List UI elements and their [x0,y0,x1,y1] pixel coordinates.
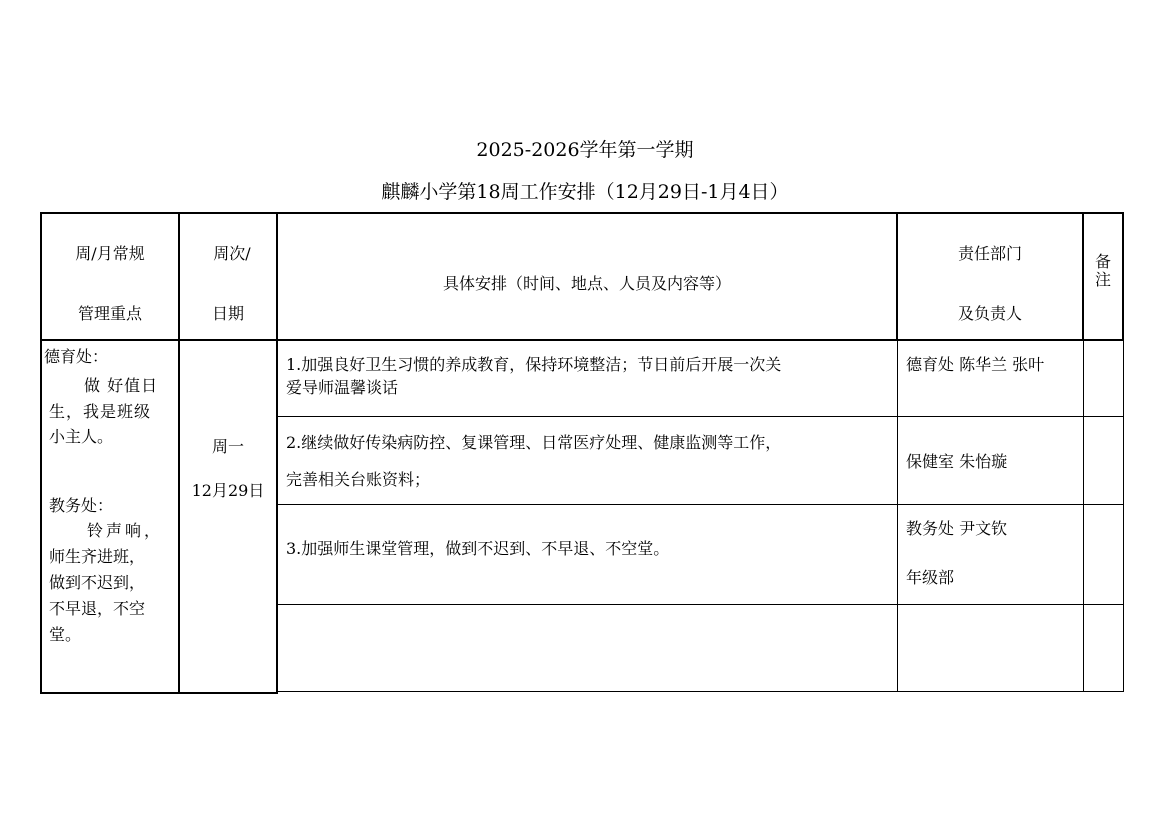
schedule-title: 麒麟小学第18周工作安排（12月29日-1月4日） [381,181,789,203]
header-cell-date [178,212,278,341]
owner-2-line1: 保健室 朱怡璇 [906,452,1008,471]
notes-row-2 [1083,416,1124,505]
academic-line3: 做到不迟到， [49,573,146,592]
task-2-line2: 完善相关台账资料； [286,470,431,489]
task-row-3 [277,504,898,605]
owner-row-3 [897,504,1084,605]
header-date-line1: 周次/ [213,244,251,263]
academic-line2: 师生齐进班， [49,547,146,566]
header-owner-line1: 责任部门 [957,244,1022,263]
moral-line3: 小主人。 [49,427,114,446]
owner-3-line2: 年级部 [906,568,955,587]
task-row-4 [277,604,898,692]
focus-cell [40,339,180,694]
notes-row-4 [1083,604,1124,692]
moral-line1: 做 好值日 [84,376,159,395]
date-cell [178,339,278,694]
task-1-line1: 1.加强良好卫生习惯的养成教育，保持环境整洁；节日前后开展一次关 [286,355,782,374]
notes-row-1 [1083,340,1124,417]
header-focus-line2: 管理重点 [77,304,142,323]
task-row-1 [277,340,898,417]
notes-row-3 [1083,504,1124,605]
header-cell-tasks [276,212,898,341]
owner-row-2 [897,416,1084,505]
task-3-line1: 3.加强师生课堂管理，做到不迟到、不早退、不空堂。 [286,539,670,558]
owner-1-line1: 德育处 陈华兰 张叶 [906,355,1045,374]
task-row-2 [277,416,898,505]
task-1-line2: 爱导师温馨谈话 [286,378,399,397]
weekday-label: 周一 [211,437,244,456]
header-cell-focus [40,212,180,341]
header-cell-owner [896,212,1084,341]
moral-title: 德育处： [44,347,109,366]
header-focus-line1: 周/月常规 [75,244,145,263]
academic-line5: 堂。 [49,625,82,644]
academic-line4: 不早退，不空 [49,599,146,618]
header-notes-line2: 注 [1094,270,1111,289]
owner-row-1 [897,340,1084,417]
date-label: 12月29日 [191,481,265,500]
header-owner-line2: 及负责人 [957,304,1022,323]
academic-line1: 铃声响， [87,521,164,540]
header-tasks-label: 具体安排（时间、地点、人员及内容等） [442,274,731,293]
task-2-line1: 2.继续做好传染病防控、复课管理、日常医疗处理、健康监测等工作， [286,433,782,452]
header-cell-notes [1082,212,1124,341]
header-date-line2: 日期 [211,304,244,323]
owner-row-4 [897,604,1084,692]
header-notes-line1: 备 [1094,252,1111,271]
moral-line2: 生，我是班级 [49,402,152,421]
academic-title: 教务处： [49,496,114,515]
owner-3-line1: 教务处 尹文钦 [906,519,1008,538]
semester-title: 2025-2026学年第一学期 [476,139,694,161]
